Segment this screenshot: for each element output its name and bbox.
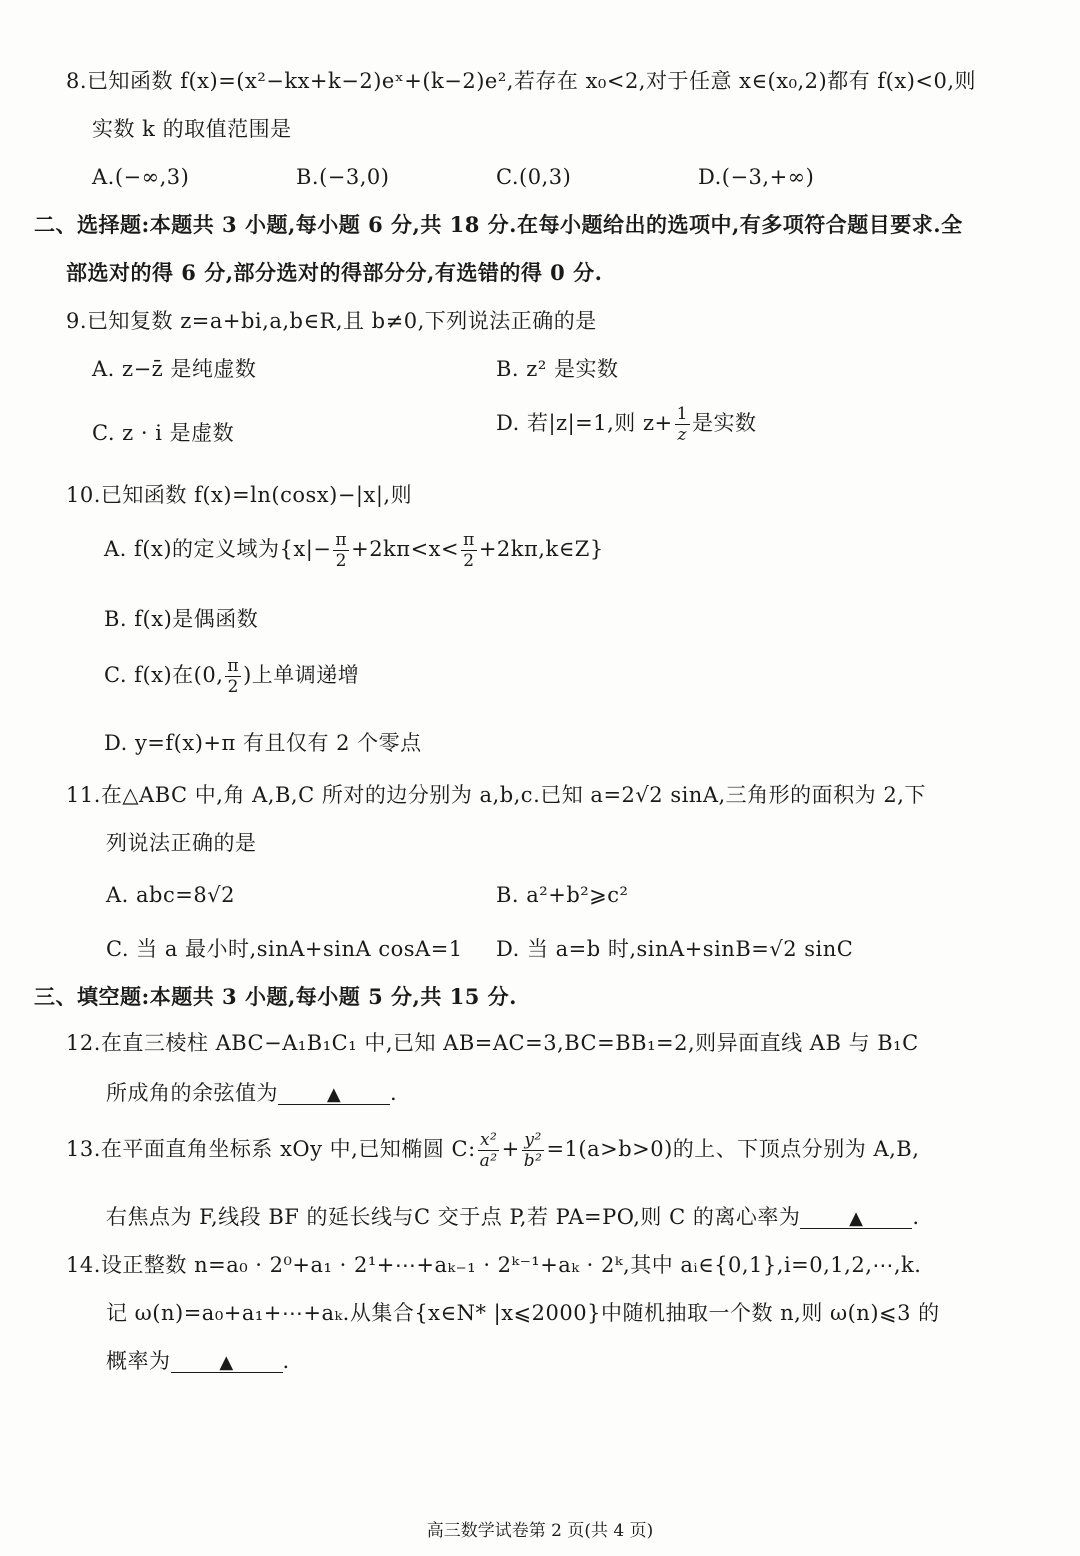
page-footer: 高三数学试卷第 2 页(共 4 页) (426, 1521, 654, 1541)
q8-stem-line2: 实数 k 的取值范围是 (92, 117, 292, 141)
q11-option-d: D. 当 a=b 时,sinA+sinB=√2 sinC (496, 937, 854, 961)
q13-stem-line1: 13.在平面直角坐标系 xOy 中,已知椭圆 C: $\frac{\text{x²}}{\text{a²}}$ + $\frac{\text{y²}}{\text{b²}}$ =1(a>b>0)的上、下顶点分别为 A,B, (66, 1130, 920, 1171)
q12-stem-line1: 12.在直三棱柱 ABC−A₁B₁C₁ 中,已知 AB=AC=3,BC=BB₁=2,则异面直线 AB 与 B₁C (66, 1031, 919, 1055)
section2-heading: 二、选择题:本题共 3 小题,每小题 6 分,共 18 分.在每小题给出的选项中,有多项符合题目要求.全 (34, 212, 963, 237)
q14-stem-line2: 记 ω(n)=a₀+a₁+⋯+aₖ.从集合{x∈N* |x⩽2000}中随机抽取一个数 n,则 ω(n)⩽3 的 (106, 1301, 940, 1325)
q12-answer-blank[interactable] (278, 1078, 390, 1105)
q13-stem-line2: 右焦点为 F,线段 BF 的延长线与C 交于点 P,若 PA=PO,则 C 的离心率为 ▲ . (106, 1202, 920, 1232)
triangle-icon: ▲ (326, 1084, 342, 1105)
q10-option-a: A. f(x)的定义域为{x|− $\frac{\pi}{2}$ +2kπ<x< $\frac{\pi}{2}$ +2kπ,k∈Z} (104, 530, 604, 571)
q8-option-c: C.(0,3) (496, 165, 572, 189)
q9-option-a: A. z−z̄ 是纯虚数 (92, 357, 257, 381)
q11-stem-line1: 11.在△ABC 中,角 A,B,C 所对的边分别为 a,b,c.已知 a=2√2 sinA,三角形的面积为 2,下 (66, 783, 926, 807)
q10-option-c: C. f(x)在(0, $\frac{\pi}{2}$ )上单调递增 (104, 656, 360, 697)
section3-heading: 三、填空题:本题共 3 小题,每小题 5 分,共 15 分. (34, 984, 517, 1009)
triangle-icon: ▲ (849, 1208, 864, 1229)
q9-option-c: C. z · i 是虚数 (92, 421, 235, 445)
q9-stem: 9.已知复数 z=a+bi,a,b∈R,且 b≠0,下列说法正确的是 (66, 309, 597, 333)
q13-answer-blank[interactable] (800, 1202, 912, 1229)
q11-option-a: A. abc=8√2 (106, 883, 235, 907)
triangle-icon: ▲ (219, 1352, 234, 1373)
q14-answer-blank[interactable] (171, 1346, 283, 1373)
q10-option-d: D. y=f(x)+π 有且仅有 2 个零点 (104, 731, 422, 755)
q14-stem-line3: 概率为 ▲ . (106, 1346, 290, 1376)
q8-option-b: B.(−3,0) (296, 165, 390, 189)
q9-option-b: B. z² 是实数 (496, 357, 619, 381)
section2-heading-line2: 部选对的得 6 分,部分选对的得部分分,有选错的得 0 分. (66, 260, 603, 285)
q11-option-b: B. a²+b²⩾c² (496, 883, 629, 907)
q10-stem: 10.已知函数 f(x)=ln(cosx)−|x|,则 (66, 483, 413, 507)
q11-option-c: C. 当 a 最小时,sinA+sinA cosA=1 (106, 937, 463, 961)
q8-option-d: D.(−3,+∞) (698, 165, 815, 189)
q8-option-a: A.(−∞,3) (92, 165, 190, 189)
q8-stem-line1: 8.已知函数 f(x)=(x²−kx+k−2)eˣ+(k−2)e²,若存在 x₀<2,对于任意 x∈(x₀,2)都有 f(x)<0,则 (66, 69, 977, 93)
q12-stem-line2: 所成角的余弦值为 ▲ . (106, 1078, 397, 1108)
q11-stem-line2: 列说法正确的是 (106, 831, 257, 855)
q10-option-b: B. f(x)是偶函数 (104, 607, 259, 631)
q14-stem-line1: 14.设正整数 n=a₀ · 2⁰+a₁ · 2¹+⋯+aₖ₋₁ · 2ᵏ⁻¹+aₖ · 2ᵏ,其中 aᵢ∈{0,1},i=0,1,2,⋯,k. (66, 1253, 922, 1277)
q9-option-d: D. 若|z|=1,则 z+ $\frac{1}{z}$ 是实数 (496, 404, 757, 445)
